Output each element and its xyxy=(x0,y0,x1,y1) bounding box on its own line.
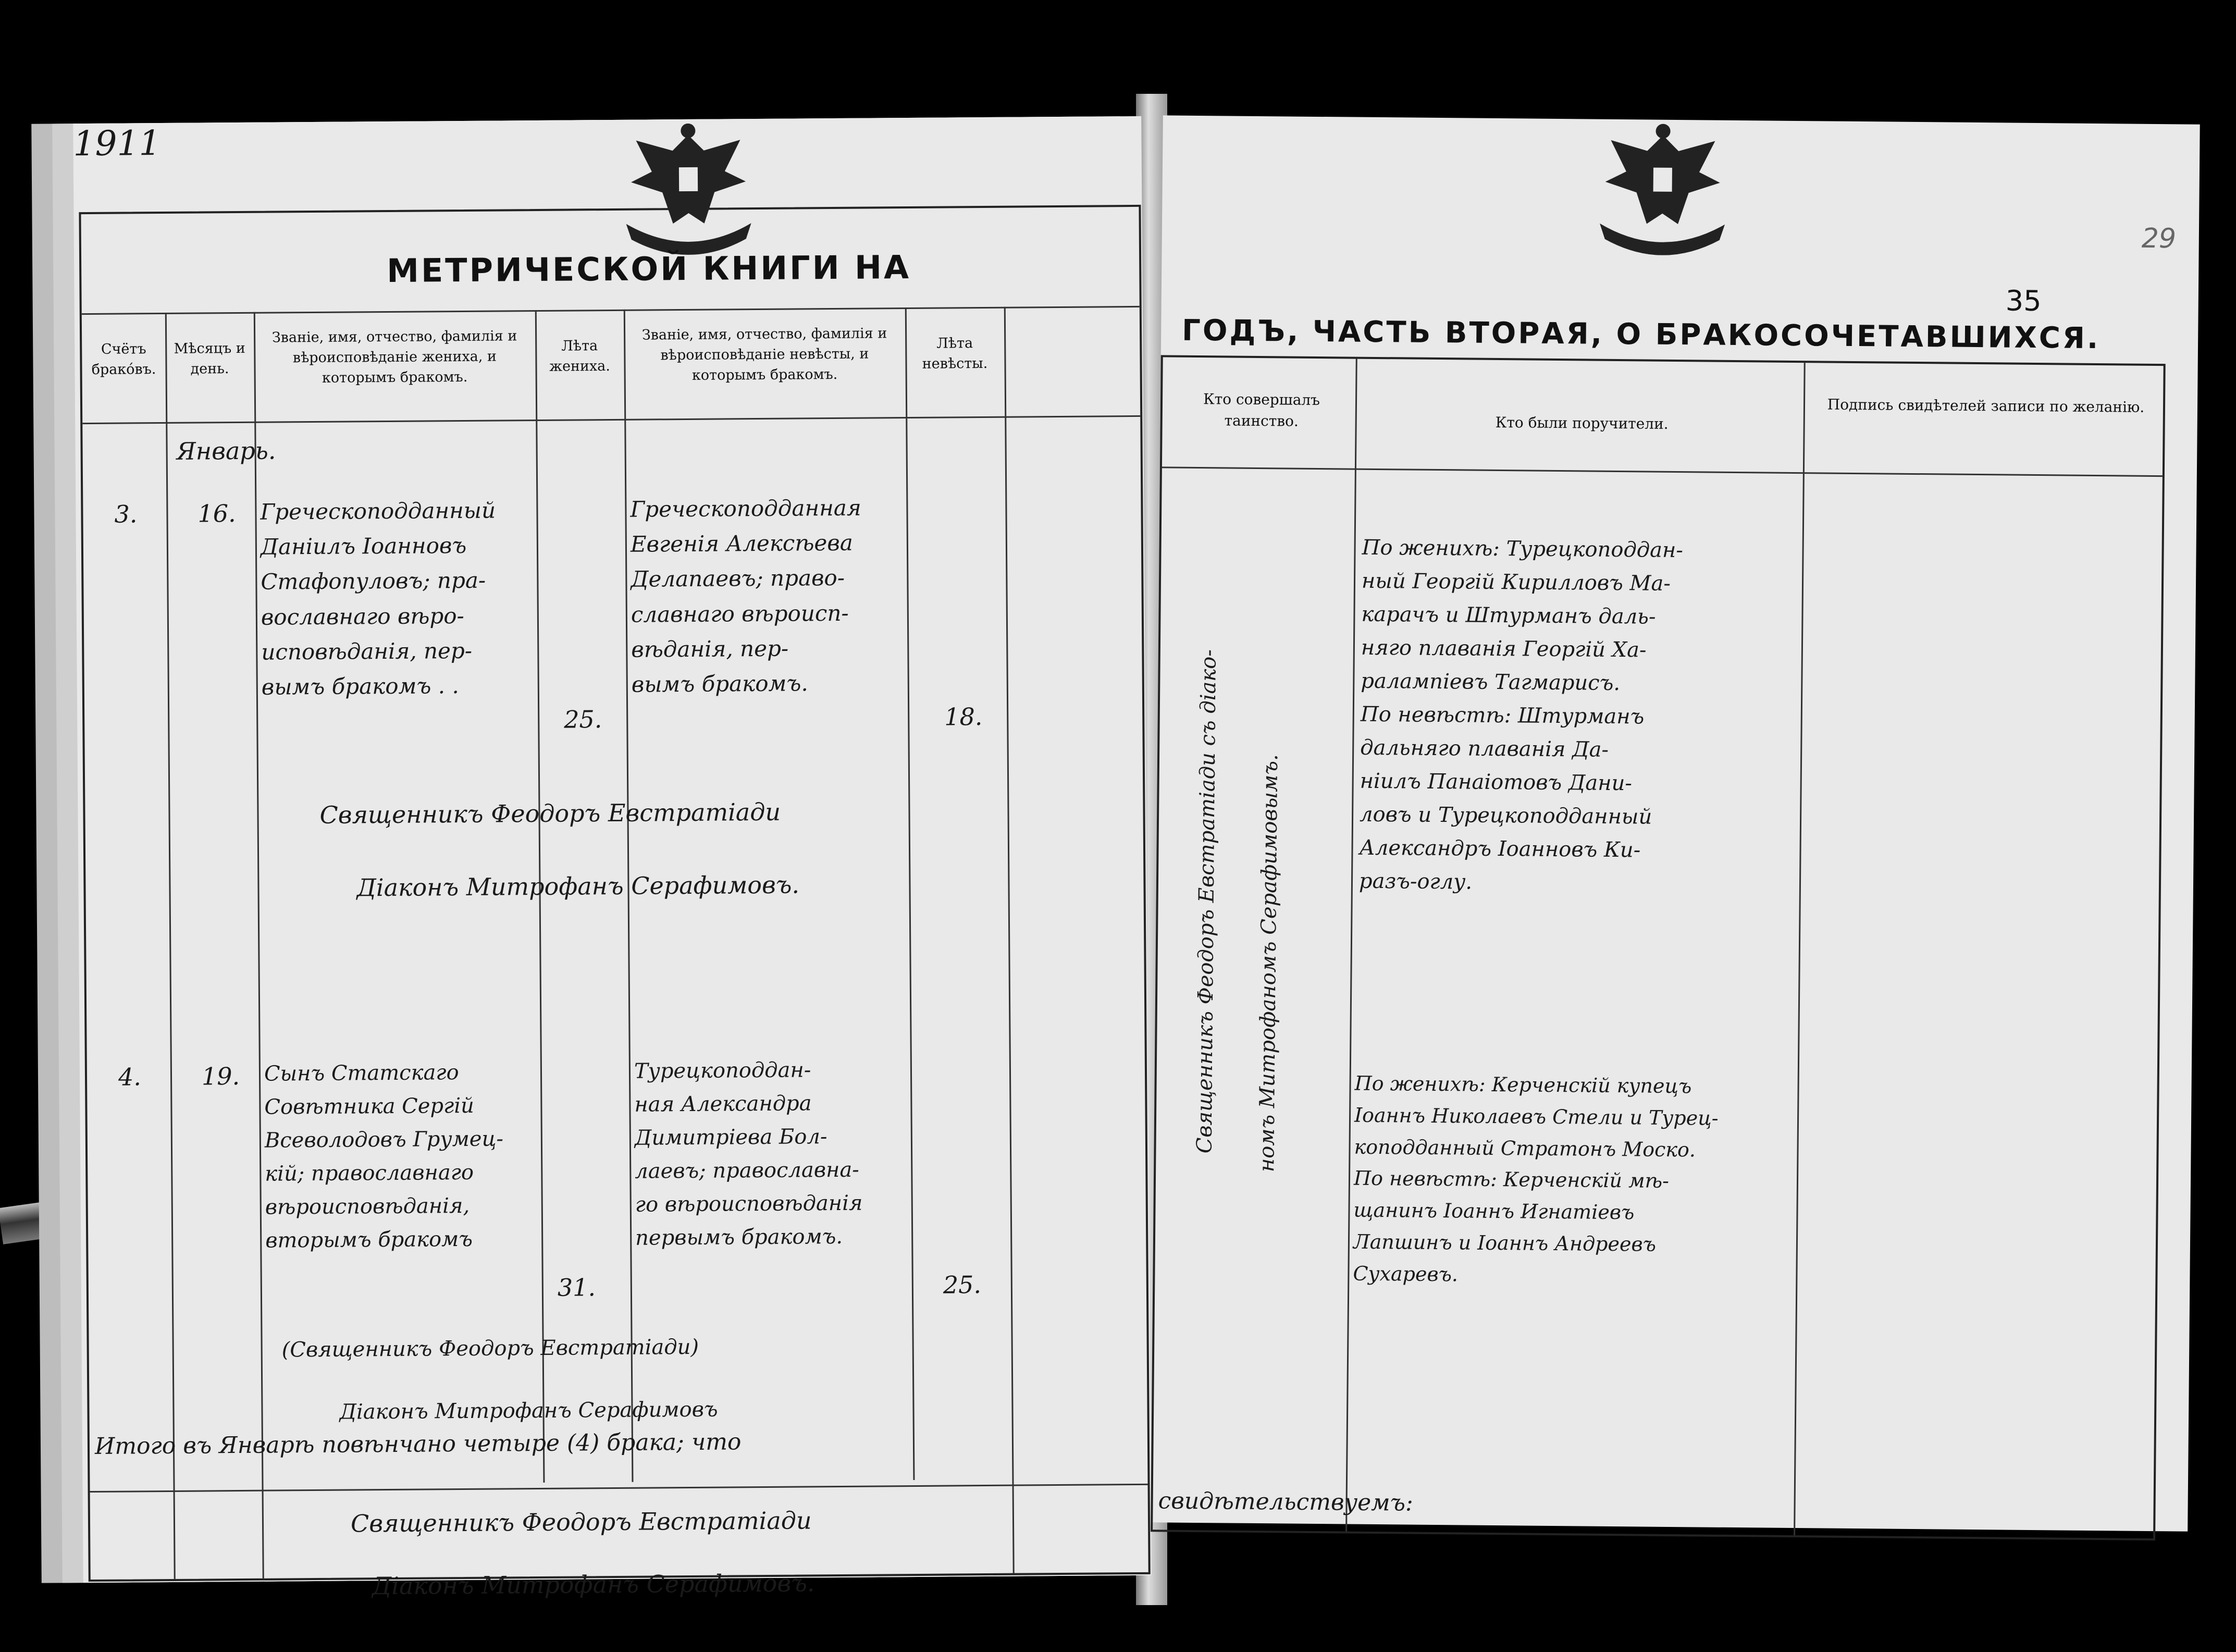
imperial-eagle-crest-icon xyxy=(1579,119,1747,256)
header-year: 1911 xyxy=(73,123,161,164)
left-page xyxy=(73,116,1151,1600)
entry-4-priest-signature: (Священникъ Феодоръ Евстратіади) xyxy=(281,1335,699,1362)
officiant-vertical-line-1: Священникъ Феодоръ Евстратіади съ діако- xyxy=(1192,649,1221,1154)
page-number: 35 xyxy=(2005,284,2042,318)
col-header-witness-signature: Подпись свидѣтелей записи по желанію. xyxy=(1827,396,2145,416)
entry-4-bride-age: 25. xyxy=(943,1271,982,1299)
col-header-count: Счётъ бракóвъ. xyxy=(91,341,156,378)
entry-4-number: 4. xyxy=(118,1063,142,1091)
col-header-month-day: Мѣсяцъ и день. xyxy=(174,340,245,377)
header-left-title: МЕТРИЧЕСКОЙ КНИГИ НА xyxy=(386,248,911,290)
entry-3-groom: Греческоподданный Даніилъ Іоанновъ Стафопуловъ; пра- вославнаго вѣро- исповѣданія, пер- вымъ бракомъ . . xyxy=(260,497,496,700)
footer-deacon-signature: Діаконъ Митрофанъ Серафимовъ. xyxy=(372,1569,815,1600)
entry-3-bride: Греческоподданная Евгенія Алексѣева Делапаевъ; право- славнаго вѣроисп- вѣданія, пер- вымъ бракомъ. xyxy=(630,495,861,697)
officiant-vertical-line-2: номъ Митрофаномъ Серафимовымъ. xyxy=(1255,754,1283,1173)
summary-right: свидѣтельствуемъ: xyxy=(1158,1487,1414,1517)
header-right-title: ГОДЪ, ЧАСТЬ ВТОРАЯ, О БРАКОСОЧЕТАВШИХСЯ. xyxy=(1181,313,2101,356)
month-label: Январь. xyxy=(176,436,276,465)
footer-priest-signature: Священникъ Феодоръ Евстратіади xyxy=(350,1506,812,1538)
col-header-bride-age: Лѣта невѣсты. xyxy=(922,335,988,372)
col-header-bride: Званіе, имя, отчество, фамилія и вѣроисповѣданіе невѣсты, и которымъ бракомъ. xyxy=(641,325,887,384)
col-header-officiant: Кто совершалъ таинство. xyxy=(1203,390,1320,430)
left-register-table xyxy=(79,205,1150,1600)
entry-3-day: 16. xyxy=(197,499,236,528)
entry-4-day: 19. xyxy=(201,1062,240,1091)
entry-3-groom-age: 25. xyxy=(564,705,602,734)
col-header-sureties: Кто были поручители. xyxy=(1495,413,1669,433)
entry-3-priest-signature: Священникъ Феодоръ Евстратіади xyxy=(319,797,781,829)
entry-3-sureties: По женихѣ: Турецкоподдан- ный Георгій Кирилловъ Ма- карачъ и Штурманъ даль- няго плаванія Георгій Ха- ралампіевъ Тагмарисъ. По невѣстѣ: Штурманъ дальняго плаванія Да- ніилъ Панаіотовъ Дани- ловъ и Турецкоподданный Александръ Іоанновъ Ки- разъ-оглу. xyxy=(1358,535,1684,894)
entry-4-deacon-signature: Діаконъ Митрофанъ Серафимовъ xyxy=(339,1397,718,1424)
entry-4-sureties: По женихѣ: Керченскій купецъ Іоаннъ Николаевъ Стели и Турец- коподданный Стратонъ Моско. По невѣстѣ: Керченскій мѣ- щанинъ Іоаннъ Игнатіевъ Лапшинъ и Іоаннъ Андреевъ Сухаревъ. xyxy=(1353,1071,1719,1286)
entry-4-groom: Сынъ Статскаго Совѣтника Сергій Всеволодовъ Грумец- кій; православнаго вѣроисповѣданія, вторымъ бракомъ xyxy=(264,1061,504,1253)
col-header-groom-age: Лѣта жениха. xyxy=(549,338,610,375)
entry-3-number: 3. xyxy=(114,500,138,528)
entry-3-deacon-signature: Діаконъ Митрофанъ Серафимовъ. xyxy=(356,870,800,902)
col-header-groom: Званіе, имя, отчество, фамилія и вѣроисповѣданіе жениха, и которымъ бракомъ. xyxy=(271,328,517,387)
pencil-folio-number: 29 xyxy=(2141,223,2177,255)
summary-left: Итого въ Январѣ повѣнчано четыре (4) брака; что xyxy=(94,1428,742,1460)
entry-4-bride: Турецкоподдан- ная Александра Димитріева Бол- лаевъ; православна- го вѣроисповѣданія первымъ бракомъ. xyxy=(634,1058,863,1250)
entry-4-groom-age: 31. xyxy=(557,1273,596,1302)
right-register-table xyxy=(1151,355,2166,1540)
entry-3-bride-age: 18. xyxy=(944,702,983,731)
right-page xyxy=(1151,115,2200,1531)
